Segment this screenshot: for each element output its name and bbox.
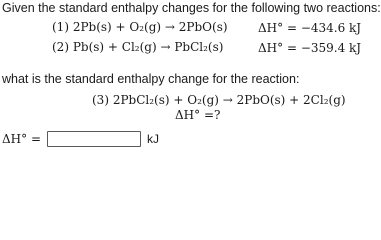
target-reaction-equation: (3) 2PbCl₂(s) + O₂(g) → 2PbO(s) + 2Cl₂(g) bbox=[92, 93, 346, 107]
problem-intro: Given the standard enthalpy changes for the following two reactions: bbox=[2, 1, 381, 15]
answer-input[interactable] bbox=[47, 131, 141, 147]
reaction-1-equation: (1) 2Pb(s) + O₂(g) → 2PbO(s) bbox=[52, 20, 228, 34]
answer-row bbox=[2, 130, 159, 148]
reaction-2-enthalpy: ΔH° = −359.4 kJ bbox=[258, 41, 362, 55]
reaction-2-equation: (2) Pb(s) + Cl₂(g) → PbCl₂(s) bbox=[52, 40, 224, 54]
reaction-1-enthalpy: ΔH° = −434.6 kJ bbox=[258, 21, 362, 35]
target-reaction-enthalpy: ΔH° =? bbox=[175, 108, 221, 122]
question-text: what is the standard enthalpy change for the reaction: bbox=[2, 72, 300, 86]
answer-label: ΔH° = bbox=[2, 132, 41, 146]
answer-unit: kJ bbox=[147, 132, 159, 146]
